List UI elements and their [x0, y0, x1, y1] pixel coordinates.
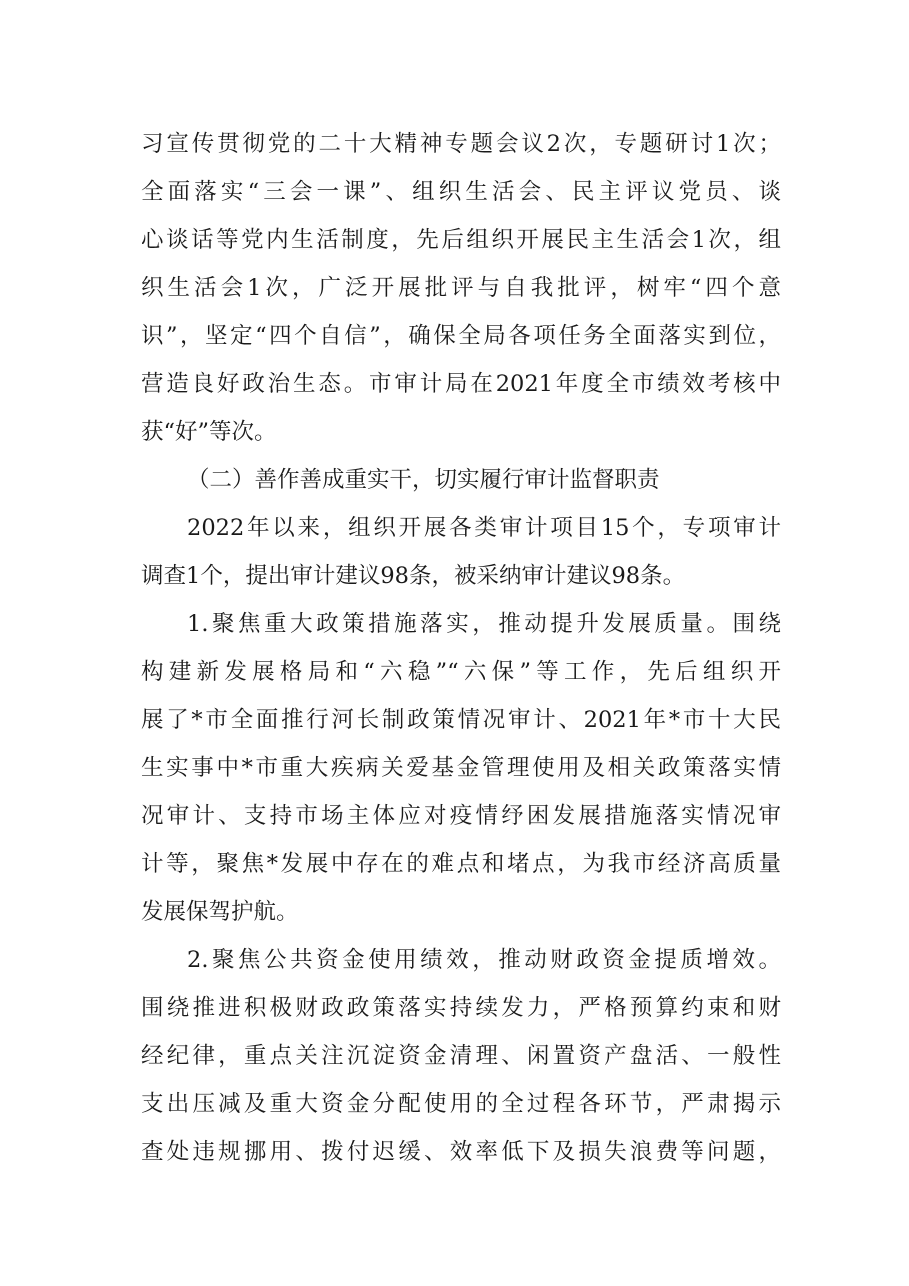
text-line: 织生活会1次，广泛开展批评与自我批评，树牢“四个意 — [141, 275, 781, 301]
text-line: 2022年以来，组织开展各类审计项目15个，专项审计 — [187, 515, 781, 541]
text-line: 发展保驾护航。 — [141, 899, 299, 925]
text-line: 况审计、支持市场主体应对疫情纾困发展措施落实情况审 — [141, 803, 781, 829]
text-line: 习宣传贯彻党的二十大精神专题会议2次，专题研讨1次； — [141, 131, 781, 157]
text-line: 心谈话等党内生活制度，先后组织开展民主生活会1次，组 — [141, 227, 781, 253]
text-line: 1.聚焦重大政策措施落实，推动提升发展质量。围绕 — [187, 611, 781, 637]
text-line: 计等，聚焦*发展中存在的难点和堵点，为我市经济高质量 — [141, 851, 781, 877]
text-line: 识”，坚定“四个自信”，确保全局各项任务全面落实到位， — [141, 323, 781, 349]
text-line: 查处违规挪用、拨付迟缓、效率低下及损失浪费等问题， — [141, 1139, 781, 1165]
section-heading: （二）善作善成重实干，切实履行审计监督职责 — [187, 467, 660, 493]
text-line: 经纪律，重点关注沉淀资金清理、闲置资产盘活、一般性 — [141, 1043, 781, 1069]
text-line: 构建新发展格局和“六稳”“六保”等工作，先后组织开 — [141, 659, 781, 685]
text-line: 营造良好政治生态。市审计局在2021年度全市绩效考核中 — [141, 371, 781, 397]
text-line: 围绕推进积极财政政策落实持续发力，严格预算约束和财 — [141, 995, 781, 1021]
text-line: 展了*市全面推行河长制政策情况审计、2021年*市十大民 — [141, 707, 781, 733]
text-line: 调查1个，提出审计建议98条，被采纳审计建议98条。 — [141, 563, 686, 589]
text-line: 获“好”等次。 — [141, 419, 277, 445]
text-line: 生实事中*市重大疾病关爱基金管理使用及相关政策落实情 — [141, 755, 781, 781]
text-line: 全面落实“三会一课”、组织生活会、民主评议党员、谈 — [141, 179, 781, 205]
text-line: 支出压减及重大资金分配使用的全过程各环节，严肃揭示 — [141, 1091, 781, 1117]
text-line: 2.聚焦公共资金使用绩效，推动财政资金提质增效。 — [187, 947, 781, 973]
